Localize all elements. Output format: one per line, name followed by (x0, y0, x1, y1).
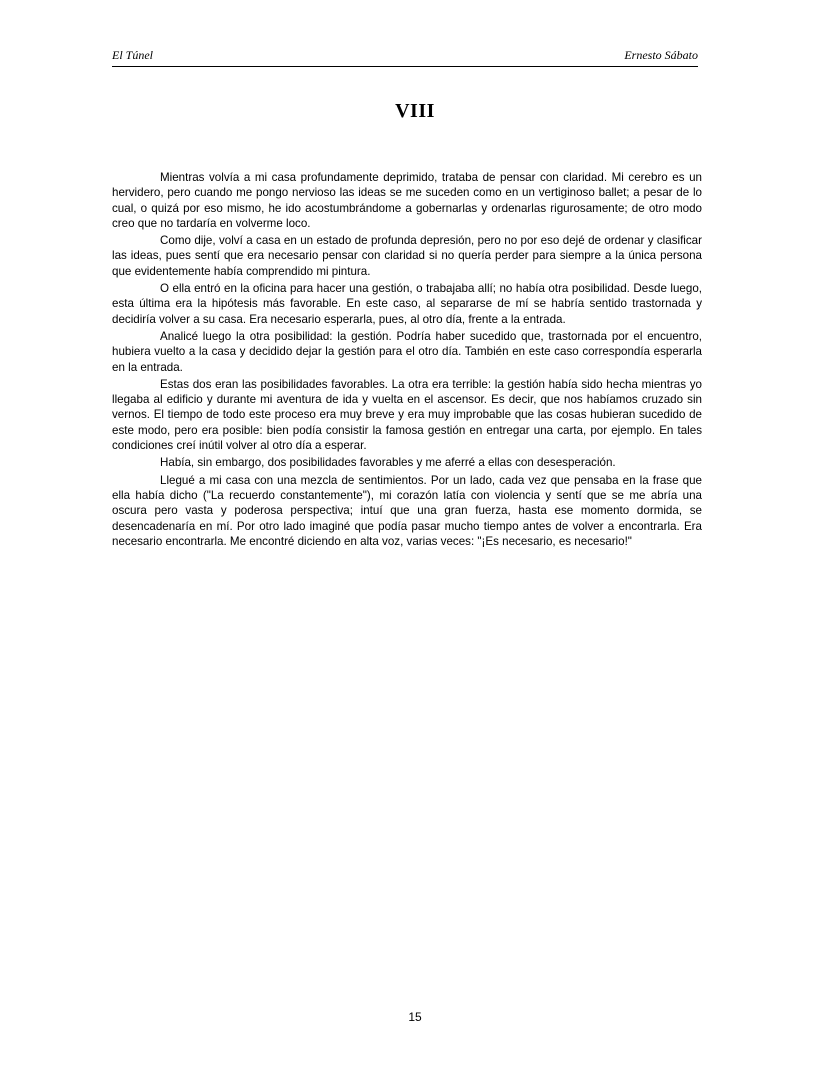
paragraph: Llegué a mi casa con una mezcla de sentimientos. Por un lado, cada vez que pensaba en la frase que ella había dicho ("La recuerdo constantemente"), mi corazón latía con violencia y sentí que se me abría una oscura pero vasta y poderosa perspectiva; intuí que una gran fuerza, hasta ese momento dormida, se desencadenaría en mí. Por otro lado imaginé que podía pasar mucho tiempo antes de volver a encontrarla. Era necesario encontrarla. Me encontré diciendo en alta voz, varias veces: "¡Es necesario, es necesario!" (112, 473, 702, 548)
paragraph: Estas dos eran las posibilidades favorables. La otra era terrible: la gestión había sido hecha mientras yo llegaba al edificio y durante mi aventura de ida y vuelta en el ascensor. Es decir, que nos habíamos cruzado sin vernos. El tiempo de todo este proceso era muy breve y era muy improbable que las cosas hubieran sucedido de este modo, pero era posible: bien podía consistir la famosa gestión en entregar una carta, por ejemplo. En tales condiciones creí inútil volver al otro día a esperar. (112, 377, 702, 453)
paragraph: Había, sin embargo, dos posibilidades favorables y me aferré a ellas con desesperación. (160, 456, 616, 470)
paragraph: Mientras volvía a mi casa profundamente deprimido, trataba de pensar con claridad. Mi cerebro es un hervidero, pero cuando me pongo nervioso las ideas se me suceden como en un vertiginoso ballet; a pesar de lo cual, o quizá por eso mismo, he ido acostumbrándome a gobernarlas y ordenarlas rigurosamente; de otro modo creo que no tardaría en volverme loco. (112, 171, 702, 230)
chapter-title: VIII (395, 100, 435, 122)
paragraph: Como dije, volví a casa en un estado de profunda depresión, pero no por eso dejé de ordenar y clasificar las ideas, pues sentí que era necesario pensar con claridad si no quería perder para siempre a la única persona que evidentemente había comprendido mi pintura. (112, 234, 702, 278)
page-number: 15 (408, 1010, 422, 1024)
header-author: Ernesto Sábato (624, 48, 698, 62)
header-book-title: El Túnel (112, 48, 153, 62)
chapter-body (112, 170, 702, 551)
paragraph: O ella entró en la oficina para hacer una gestión, o trabajaba allí; no había otra posibilidad. Desde luego, esta última era la hipótesis más favorable. En este caso, al separarse de mí se habría sentido trastornada y decidiría volver a su casa. Era necesario esperarla, pues, al otro día, frente a la entrada. (112, 282, 702, 326)
running-header (112, 44, 698, 67)
paragraph: Analicé luego la otra posibilidad: la gestión. Podría haber sucedido que, trastornada por el encuentro, hubiera vuelto a la casa y decidido dejar la gestión para el otro día. También en este caso correspondía esperarla en la entrada. (112, 329, 702, 374)
